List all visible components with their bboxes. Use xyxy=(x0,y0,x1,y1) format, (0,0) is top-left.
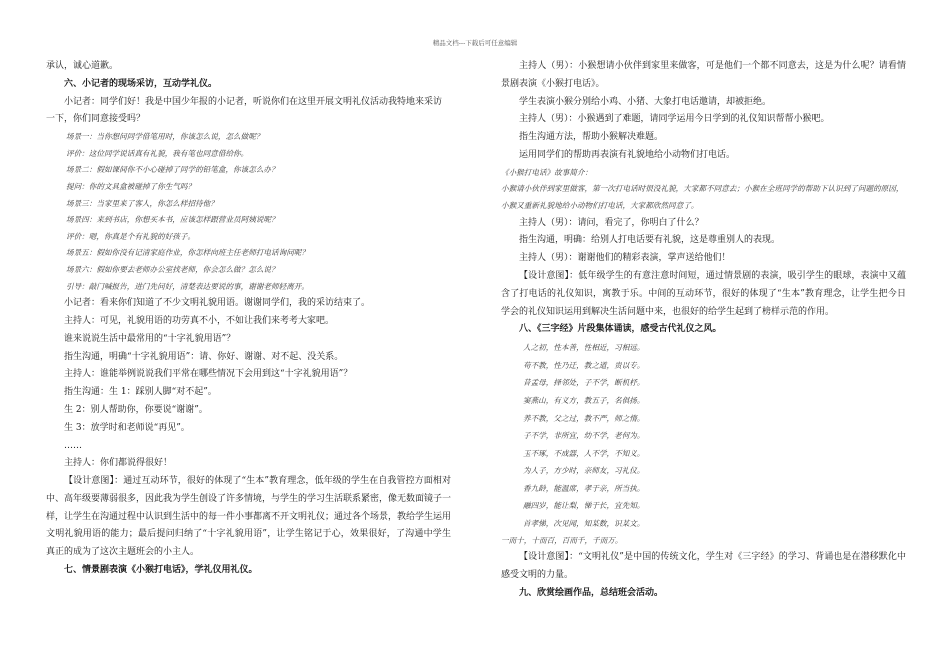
paragraph: 评价：嗯，你真是个有礼貌的好孩子。 xyxy=(66,231,196,241)
section-heading: 九、欣赏绘画作品，总结班会活动。 xyxy=(519,587,664,598)
paragraph: 小猴请小伙伴到家里做客，第一次打电话时很没礼貌，大家都不同意去；小猴在全班同学的帮助下认识到了问题的原因，小猴又重新礼貌地给小动物们打电话，大家都欣然同意了。 xyxy=(501,184,904,210)
paragraph: 主持人（男）：请问，看完了，你明白了什么？ xyxy=(519,217,704,228)
paragraph: …… xyxy=(64,440,82,451)
paragraph: 【设计意图】：“文明礼仪”是中国的传统文化，学生对《三字经》的学习、背诵也是在潜移默化中感受文明的力量。 xyxy=(501,552,906,581)
paragraph: 主持人（男）：小猴遇到了难题，请同学运用今日学到的礼仪知识帮帮小猴吧。 xyxy=(519,114,830,125)
paragraph: 主持人：可见，礼貌用语的功劳真不小，不如让我们来考考大家吧。 xyxy=(64,315,335,326)
verse-line: 子不学，非所宜，幼不学，老何为。 xyxy=(523,431,645,441)
paragraph: 主持人（男）：谢谢他们的精彩表演，掌声送给他们！ xyxy=(519,253,731,264)
paragraph: 【设计意图】：通过互动环节，很好的体现了“生本”教育理念，低年级的学生在自我管控方面相对中、高年级要薄弱很多，因此我为学生创设了许多情境，与学生的学习生活联系紧密，像无数面镜子一样，让学生在沟通过程中认识到生活中的每一件小事都离不开文明礼仪；通过各个场景，教给学生运用文明礼貌用语的能力；最后提问归纳了“十字礼貌用语”，让学生铭记于心，效果很好，了沟通中学生真正的成为了这次主题班会的小主人。 xyxy=(46,476,452,558)
verse-line: 香九龄，能温席，孝于亲，所当执。 xyxy=(523,483,645,493)
paragraph: 主持人（男）：小猴想请小伙伴到家里来做客，可是他们一个都不同意去，这是为什么呢？请看情景剧表演《小猴打电话》。 xyxy=(501,61,906,89)
paragraph: 引导：敲门喊报告，进门先问好，清楚表达要说的事，谢谢老师轻离开。 xyxy=(66,281,309,291)
paragraph: 场景二：假如课间你不小心碰掉了同学的铅笔盒，你该怎么办？ xyxy=(66,165,279,175)
verse-line: 融四岁，能让梨，悌于长，宜先知。 xyxy=(523,501,645,511)
paragraph: 【设计意图】：低年级学生的有意注意时间短，通过情景剧的表演，吸引学生的眼球，表演中又蕴含了打电话的礼仪知识，寓教于乐。中间的互动环节，很好的体现了“生本”教育理念，让学生把今日学会的礼仪知识运用到解决生活问题中来，也很好的给学生起到了榜样示范的作用。 xyxy=(501,270,906,317)
paragraph: 评价：这位同学说话真有礼貌，我有笔也同意借给你。 xyxy=(66,148,249,158)
page-header: 精品文档---下载后可任意编辑 xyxy=(432,39,518,47)
paragraph: 主持人：你们都说得很好！ xyxy=(64,458,173,469)
paragraph: 《小猴打电话》故事简介： xyxy=(501,167,593,177)
verse-line: 窦燕山，有义方，教五子，名俱扬。 xyxy=(523,395,645,405)
section-heading: 八、《三字经》片段集体诵读，感受古代礼仪之风。 xyxy=(519,324,722,335)
verse-line: 苟不教，性乃迁，教之道，贵以专。 xyxy=(523,360,645,370)
paragraph: 场景六：假如你要去老师办公室找老师，你会怎么做？怎么说？ xyxy=(66,264,279,274)
verse-line: 昔孟母，择邻处，子不学，断机杼。 xyxy=(523,378,645,388)
paragraph: 学生表演小猴分别给小鸡、小猪、大象打电话邀请，却被拒绝。 xyxy=(519,96,772,107)
paragraph: 运用同学们的帮助再表演有礼貌地给小动物们打电话。 xyxy=(519,149,736,160)
verse-line: 养不教，父之过，教不严，师之惰。 xyxy=(523,413,645,423)
paragraph: 提问：你的文具盒被碰掉了你生气吗？ xyxy=(66,181,196,191)
paragraph: 主持人：谁能举例说说我们平常在哪些情况下会用到这“十字礼貌用语”？ xyxy=(64,369,353,380)
paragraph: 场景五：假如你没有记清家庭作业，你怎样向班主任老师打电话询问呢？ xyxy=(66,248,309,258)
verse-line: 首孝悌，次见闻，知某数，识某文。 xyxy=(523,519,645,529)
paragraph: 一而十，十而百，百而千，千而万。 xyxy=(501,535,623,545)
paragraph: 场景四：来到书店，你想买本书，应该怎样跟营业员阿姨说呢？ xyxy=(66,215,279,225)
section-heading: 七、情景剧表演《小猴打电话》，学礼仪用礼仪。 xyxy=(64,565,258,576)
verse-line: 为人子，方少时，亲师友，习礼仪。 xyxy=(523,466,645,476)
paragraph: 生 3：放学时和老师说“再见”。 xyxy=(64,422,190,433)
paragraph: 生 2：别人帮助你，你要说“谢谢”。 xyxy=(64,404,208,415)
right-column xyxy=(501,58,906,603)
paragraph: 指生沟通方法，帮助小猴解决难题。 xyxy=(519,132,664,143)
paragraph: 指生沟通，明确：给别人打电话要有礼貌，这是尊重别人的表现。 xyxy=(519,235,781,246)
paragraph: 承认，诚心道歉。 xyxy=(46,61,119,71)
left-column xyxy=(46,58,451,580)
paragraph: 小记者：看来你们知道了不少文明礼貌用语。谢谢同学们，我的采访结束了。 xyxy=(64,298,371,309)
verse-line: 人之初，性本善，性相近，习相远。 xyxy=(523,343,645,353)
paragraph: 小记者：同学们好！我是中国少年报的小记者，听说你们在这里开展文明礼仪活动我特地来采访 xyxy=(64,96,443,107)
paragraph: 一下，你们同意接受吗？ xyxy=(46,114,146,125)
paragraph: 场景三：当家里来了客人，你怎么样招待他？ xyxy=(66,198,218,208)
paragraph: 场景一：当你想问同学借笔用时，你该怎么说，怎么做呢？ xyxy=(66,132,264,142)
paragraph: 谁来说说生活中最常用的“十字礼貌用语”？ xyxy=(64,333,236,344)
verse-line: 玉不琢，不成器，人不学，不知义。 xyxy=(523,448,645,458)
paragraph: 指生沟通：生 1：踩别人脚“对不起”。 xyxy=(64,387,217,398)
paragraph: 指生沟通，明确“十字礼貌用语”：请、你好、谢谢、对不起、没关系。 xyxy=(64,351,344,362)
section-heading: 六、小记者的现场采访，互动学礼仪。 xyxy=(64,78,218,89)
